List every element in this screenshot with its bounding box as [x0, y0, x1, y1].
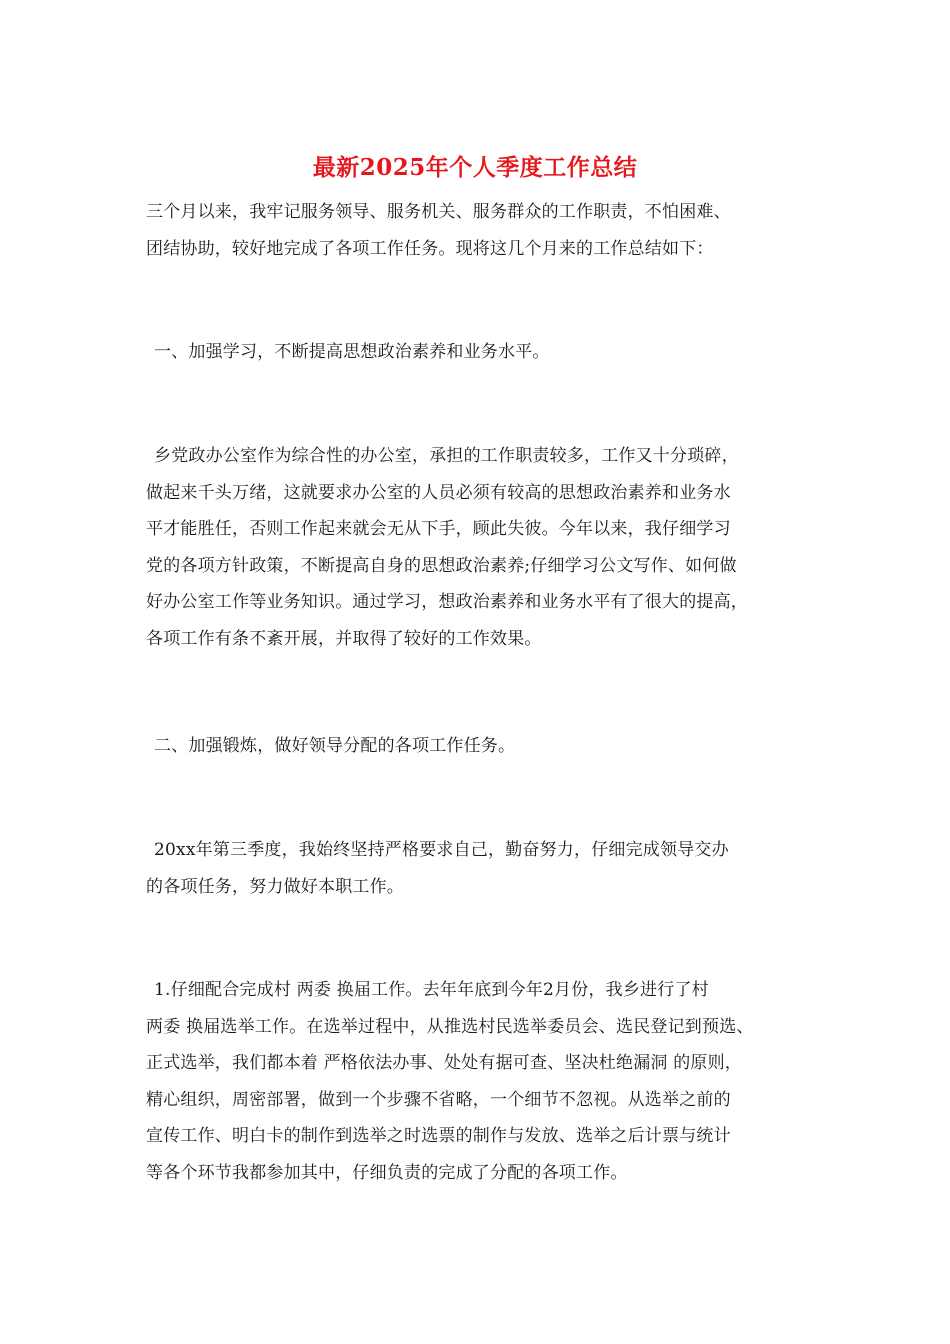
paragraph-line: 20xx年第三季度，我始终坚持严格要求自己，勤奋努力，仔细完成领导交办: [154, 840, 729, 860]
heading-text: 一、加强学习，不断提高思想政治素养和业务水平。: [154, 342, 550, 362]
intro-paragraph: [146, 194, 826, 267]
heading-text: 二、加强锻炼，做好领导分配的各项工作任务。: [154, 736, 516, 756]
paragraph-line: 好办公室工作等业务知识。通过学习，想政治素养和业务水平有了很大的提高，: [146, 592, 748, 612]
paragraph-line: 精心组织，周密部署，做到一个步骤不省略，一个细节不忽视。从选举之前的: [146, 1089, 731, 1110]
paragraph-line: 两委 换届选举工作。在选举过程中，从推选村民选举委员会、选民登记到预选、: [146, 1016, 754, 1037]
paragraph-line: 各项工作有条不紊开展，并取得了较好的工作效果。: [146, 628, 542, 649]
paragraph-line: 宣传工作、明白卡的制作到选举之时选票的制作与发放、选举之后计票与统计: [146, 1126, 731, 1146]
page-title: 最新2025年个人季度工作总结: [312, 154, 638, 181]
paragraph-line: 正式选举，我们都本着 严格依法办事、处处有据可查、坚决杜绝漏洞 的原则，: [146, 1053, 743, 1073]
paragraph-line: 1.仔细配合完成村 两委 换届工作。去年年底到今年2月份，我乡进行了村: [154, 980, 709, 1000]
section-heading-2: [146, 728, 826, 765]
paragraph-line: 乡党政办公室作为综合性的办公室，承担的工作职责较多，工作又十分琐碎，: [154, 446, 739, 466]
paragraph-1: [146, 438, 826, 657]
intro-line: 三个月以来，我牢记服务领导、服务机关、服务群众的工作职责，不怕困难、: [146, 202, 731, 222]
section-heading-1: [146, 334, 826, 371]
paragraph-line: 的各项任务，努力做好本职工作。: [146, 876, 404, 897]
intro-line: 团结协助，较好地完成了各项工作任务。现将这几个月来的工作总结如下：: [146, 238, 714, 259]
paragraph-line: 平才能胜任，否则工作起来就会无从下手，顾此失彼。今年以来，我仔细学习: [146, 519, 731, 539]
paragraph-3: [146, 972, 826, 1191]
paragraph-line: 等各个环节我都参加其中，仔细负责的完成了分配的各项工作。: [146, 1162, 628, 1183]
paragraph-line: 党的各项方针政策，不断提高自身的思想政治素养;仔细学习公文写作、如何做: [146, 555, 737, 576]
paragraph-2: [146, 832, 826, 905]
paragraph-line: 做起来千头万绪，这就要求办公室的人员必须有较高的思想政治素养和业务水: [146, 482, 731, 503]
